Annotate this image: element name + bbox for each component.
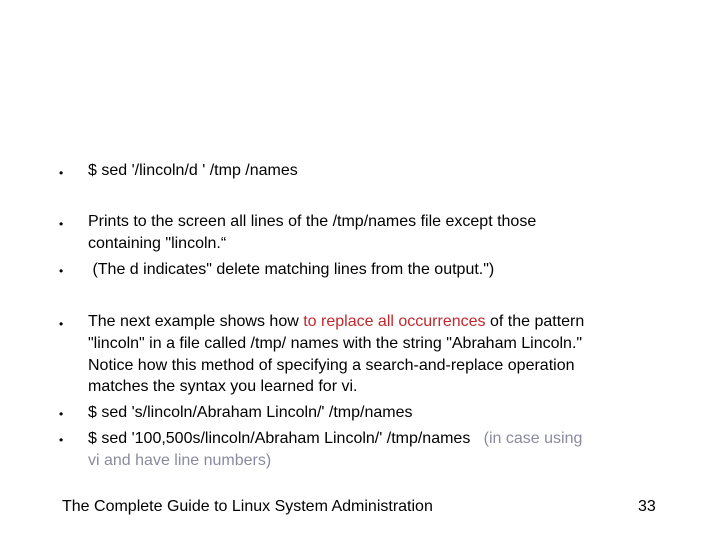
bullet-marker: • [59,166,64,180]
replace-example-intro [88,311,668,333]
intro-text-pre: The next example shows how [88,313,304,330]
page-number: 33 [638,498,656,515]
bullet-marker: • [59,217,64,231]
delete-explanation: (The d indicates" delete matching lines from the output.") [88,261,495,278]
range-command-text: $ sed '100,500s/lincoln/Abraham Lincoln/' /tmp/names [88,430,471,447]
footer-book-title: The Complete Guide to Linux System Administration [62,498,433,515]
delete-description-line-1: Prints to the screen all lines of the /tmp/names file except those [88,213,537,230]
bullet-marker: • [59,264,64,278]
bullet-marker: • [59,317,64,331]
replace-example-line-3: Notice how this method of specifying a search-and-replace operation [88,357,575,374]
replace-example-line-4: matches the syntax you learned for vi. [88,378,358,395]
delete-description-line-2: containing "lincoln.“ [88,235,227,252]
sed-range-substitute-command [88,428,668,450]
intro-text-highlight: to replace all occurrences [303,313,486,330]
replace-example-line-2: "lincoln" in a file called /tmp/ names with the string "Abraham Lincoln." [88,335,583,352]
sed-delete-command: $ sed '/lincoln/d ' /tmp /names [88,162,298,179]
range-command-note-continued: vi and have line numbers) [88,452,272,469]
bullet-marker: • [59,433,64,447]
intro-text-post: of the pattern [485,313,585,330]
range-command-note: (in case using [470,430,583,447]
bullet-marker: • [59,407,64,421]
sed-substitute-command: $ sed 's/lincoln/Abraham Lincoln/' /tmp/names [88,404,413,421]
